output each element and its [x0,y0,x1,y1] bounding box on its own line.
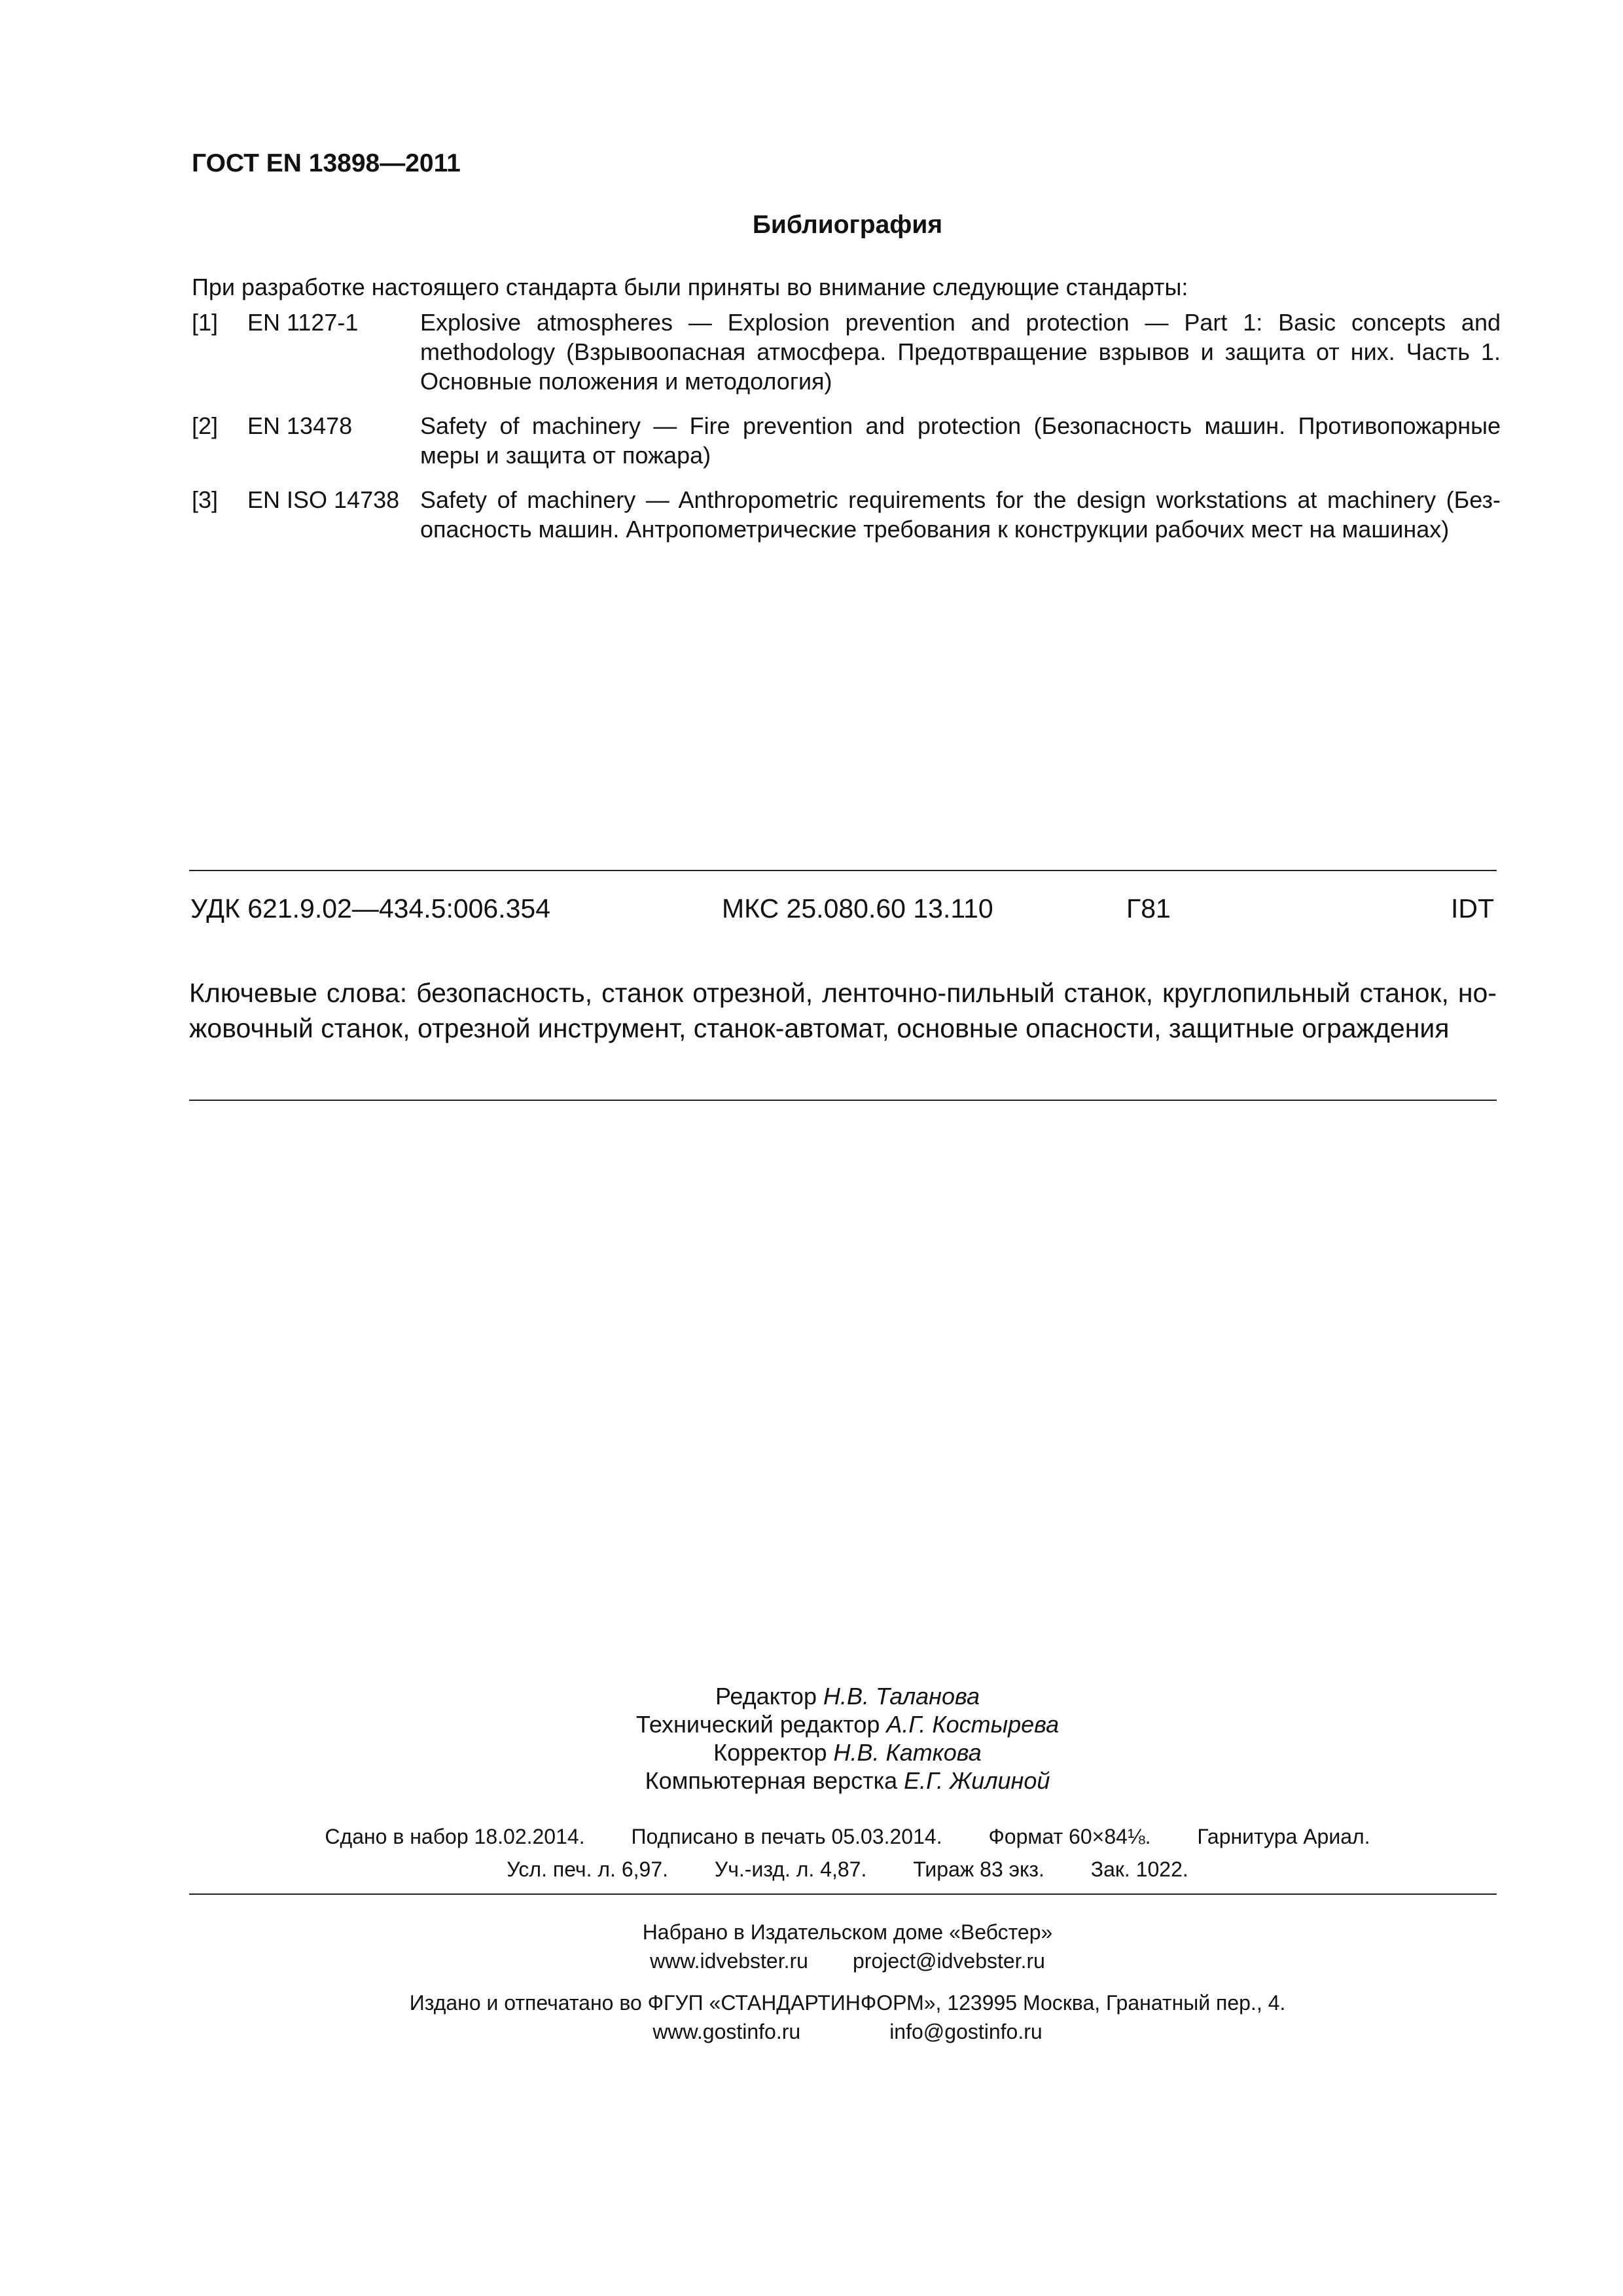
correspondence-degree: IDT [1451,893,1495,924]
credits-block [0,1682,1623,1795]
reference-text: Explosive atmospheres — Explosion prevention and protection — Part 1: Basic concepts and methodology (Взрывоопасная атмосфера. Предотвращение взрывов и защита от них. Часть 1. Основные положения и методология) [420,309,1501,395]
reference-text: Safety of machinery — Fire prevention and protection (Безопасность машин. Противопожарные меры и защита от пожара) [420,412,1501,469]
typeset-email: project@idvebster.ru [852,1949,1045,1973]
reference-number: [1] [192,309,219,336]
reference-code: EN ISO 14738 [247,486,400,513]
printed-email: info@gostinfo.ru [889,2020,1043,2043]
divider [189,870,1497,871]
publisher-sheets: Уч.-изд. л. 4,87. [714,1857,867,1881]
printed-site: www.gostinfo.ru [652,2020,801,2043]
print-run: Тираж 83 экз. [913,1857,1044,1881]
printed-block [0,1988,1623,2046]
divider [189,1893,1497,1895]
signed-date: Подписано в печать 05.03.2014. [631,1825,942,1848]
reference-text: Safety of machinery — Anthropometric requirements for the design workstations at machinery (Без-опасность машин. Антропометрические требования к конструкции рабочих мест на машинах) [420,486,1501,543]
typeset-house: Набрано в Издательском доме «Вебстер» [642,1920,1053,1944]
credit-corrector: Корректор Н.В. Каткова [713,1739,982,1766]
bibliography-title: Библиография [752,211,943,239]
reference-code: EN 1127-1 [247,309,359,336]
okp-group: Г81 [1126,893,1171,924]
typeface: Гарнитура Ариал. [1197,1825,1370,1848]
document-code: ГОСТ EN 13898—2011 [192,149,461,177]
order-number: Зак. 1022. [1090,1857,1188,1881]
mks-code: МКС 25.080.60 13.110 [722,893,993,924]
set-date: Сдано в набор 18.02.2014. [325,1825,585,1848]
print-sheets: Усл. печ. л. 6,97. [507,1857,668,1881]
typeset-block [0,1918,1623,1975]
credit-layout: Компьютерная верстка Е.Г. Жилиной [645,1767,1050,1794]
printed-by: Издано и отпечатано во ФГУП «СТАНДАРТИНФОРМ», 123995 Москва, Гранатный пер., 4. [409,1991,1286,2015]
udk-code: УДК 621.9.02—434.5:006.354 [190,893,551,924]
reference-code: EN 13478 [247,412,353,439]
print-format: Формат 60×84⅛. [988,1825,1151,1848]
keywords: Ключевые слова: безопасность, станок отрезной, ленточно-пильный станок, круглопильный станок, но-жовочный станок, отрезной инструмент, станок-автомат, основные опасности, защитные ограждения [189,978,1497,1043]
printed-contacts [0,2017,1623,2046]
typeset-site: www.idvebster.ru [650,1949,808,1973]
reference-number: [3] [192,486,219,513]
credit-editor: Редактор Н.В. Таланова [715,1683,980,1710]
print-info-line-2 [0,1857,1623,1882]
divider [189,1100,1497,1101]
credit-tech-editor: Технический редактор А.Г. Костырева [635,1711,1060,1738]
typeset-contacts [0,1946,1623,1975]
bibliography-intro: При разработке настоящего стандарта были приняты во внимание следующие стандарты: [192,274,1188,300]
print-info-line-1 [0,1825,1623,1849]
reference-number: [2] [192,412,219,439]
